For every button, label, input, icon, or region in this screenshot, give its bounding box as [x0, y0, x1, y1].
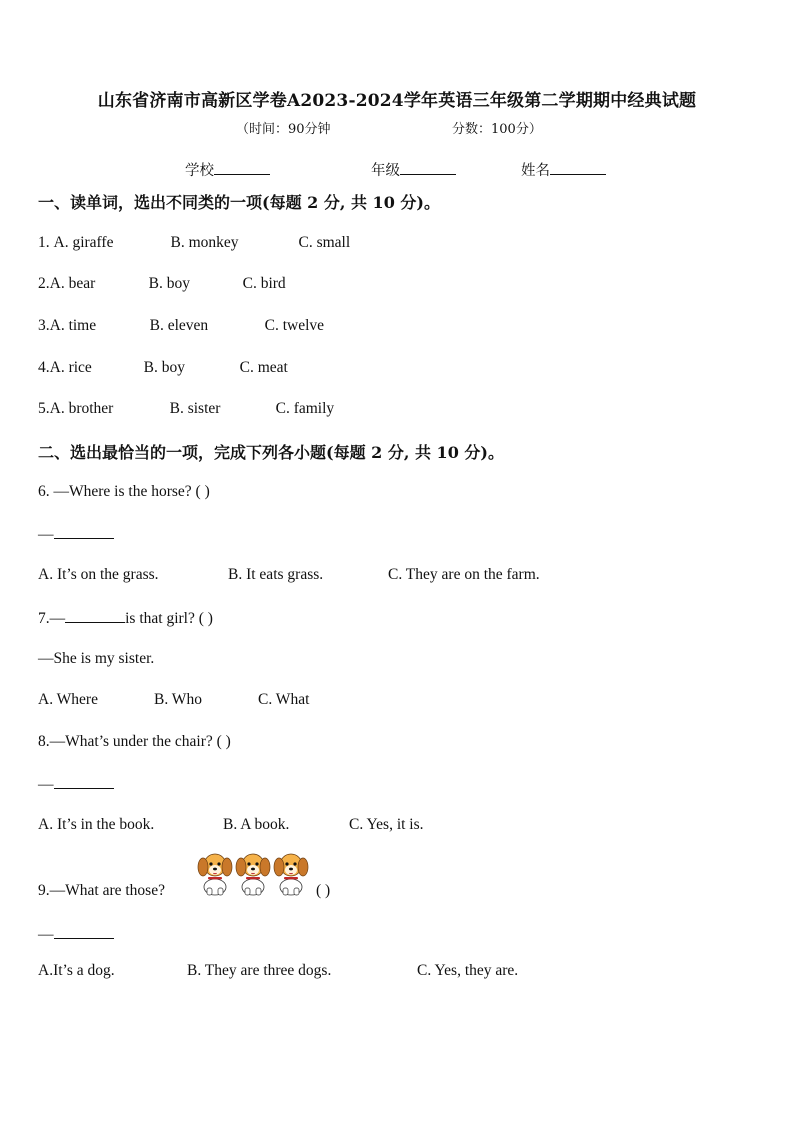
name-field — [521, 159, 606, 180]
dash: — — [38, 926, 54, 943]
question-text: is that girl? ( ) — [125, 610, 213, 627]
answer-blank[interactable] — [54, 774, 114, 789]
question-8-options — [38, 816, 424, 834]
option-a[interactable]: A. giraffe — [53, 234, 114, 251]
option-a[interactable]: A. Where — [38, 691, 98, 708]
school-field — [185, 159, 270, 180]
option-a[interactable]: A. It’s in the book. — [38, 816, 155, 833]
section1-heading: 一、读单词，选出不同类的一项(每题 2 分, 共 10 分)。 — [38, 193, 440, 212]
question-number: 5. — [38, 400, 50, 417]
option-b[interactable]: B. eleven — [149, 317, 209, 334]
question-5 — [38, 400, 334, 418]
option-c[interactable]: C. family — [275, 400, 335, 417]
question-9-paren: ( ) — [316, 882, 331, 899]
option-c[interactable]: C. twelve — [264, 317, 325, 334]
three-dogs-picture — [196, 850, 312, 896]
question-7-reply: —She is my sister. — [38, 650, 155, 667]
option-c[interactable]: C. They are on the farm. — [388, 566, 540, 583]
question-6-stem: 6. —Where is the horse? ( ) — [38, 483, 210, 500]
option-b[interactable]: B. boy — [143, 359, 185, 376]
question-2 — [38, 275, 286, 293]
answer-blank[interactable] — [54, 924, 114, 939]
option-b[interactable]: B. boy — [148, 275, 190, 292]
option-a[interactable]: A. bear — [49, 275, 96, 292]
option-a[interactable]: A. rice — [49, 359, 92, 376]
option-c[interactable]: C. Yes, they are. — [417, 962, 519, 979]
option-b[interactable]: B. A book. — [223, 816, 290, 833]
dog-icon — [198, 854, 232, 895]
question-7-options — [38, 691, 309, 709]
option-c[interactable]: C. bird — [242, 275, 286, 292]
option-a[interactable]: A.It’s a dog. — [38, 962, 115, 979]
exam-score: 分数：100分） — [452, 122, 542, 137]
dash: — — [38, 776, 54, 793]
option-c[interactable]: C. meat — [239, 359, 288, 376]
section2-heading: 二、选出最恰当的一项，完成下列各小题(每题 2 分, 共 10 分)。 — [38, 443, 504, 462]
page-title: 山东省济南市高新区学卷A2023-2024学年英语三年级第二学期期中经典试题 — [97, 91, 697, 111]
question-8-stem: 8.—What’s under the chair? ( ) — [38, 733, 231, 750]
question-6-options — [38, 566, 540, 584]
question-9-reply — [38, 924, 114, 944]
grade-field — [371, 159, 456, 180]
school-label: 学校 — [185, 163, 214, 179]
question-3 — [38, 317, 324, 335]
question-9-stem: 9.—What are those? — [38, 882, 165, 899]
grade-blank[interactable] — [400, 160, 456, 175]
option-c[interactable]: C. Yes, it is. — [349, 816, 424, 833]
question-number: 2. — [38, 275, 50, 292]
question-9-options — [38, 962, 518, 980]
option-b[interactable]: B. Who — [154, 691, 202, 708]
name-blank[interactable] — [550, 160, 606, 175]
option-a[interactable]: A. brother — [49, 400, 114, 417]
question-number: 7.— — [38, 610, 66, 627]
question-number: 1. — [38, 234, 54, 251]
school-blank[interactable] — [214, 160, 270, 175]
answer-blank[interactable] — [54, 524, 114, 539]
option-b[interactable]: B. They are three dogs. — [187, 962, 332, 979]
option-c[interactable]: C. What — [258, 691, 310, 708]
question-7-stem — [38, 608, 213, 628]
option-c[interactable]: C. small — [298, 234, 351, 251]
question-number: 4. — [38, 359, 50, 376]
option-b[interactable]: B. sister — [169, 400, 221, 417]
option-b[interactable]: B. monkey — [170, 234, 239, 251]
answer-blank[interactable] — [65, 608, 125, 623]
question-4 — [38, 359, 288, 377]
name-label: 姓名 — [521, 163, 550, 179]
option-a[interactable]: A. It’s on the grass. — [38, 566, 159, 583]
dash: — — [38, 526, 54, 543]
option-b[interactable]: B. It eats grass. — [228, 566, 324, 583]
question-6-reply — [38, 524, 114, 544]
option-a[interactable]: A. time — [49, 317, 97, 334]
question-1 — [38, 234, 350, 252]
question-8-reply — [38, 774, 114, 794]
exam-time: （时间：90分钟 — [236, 122, 331, 137]
grade-label: 年级 — [371, 163, 400, 179]
question-number: 3. — [38, 317, 50, 334]
